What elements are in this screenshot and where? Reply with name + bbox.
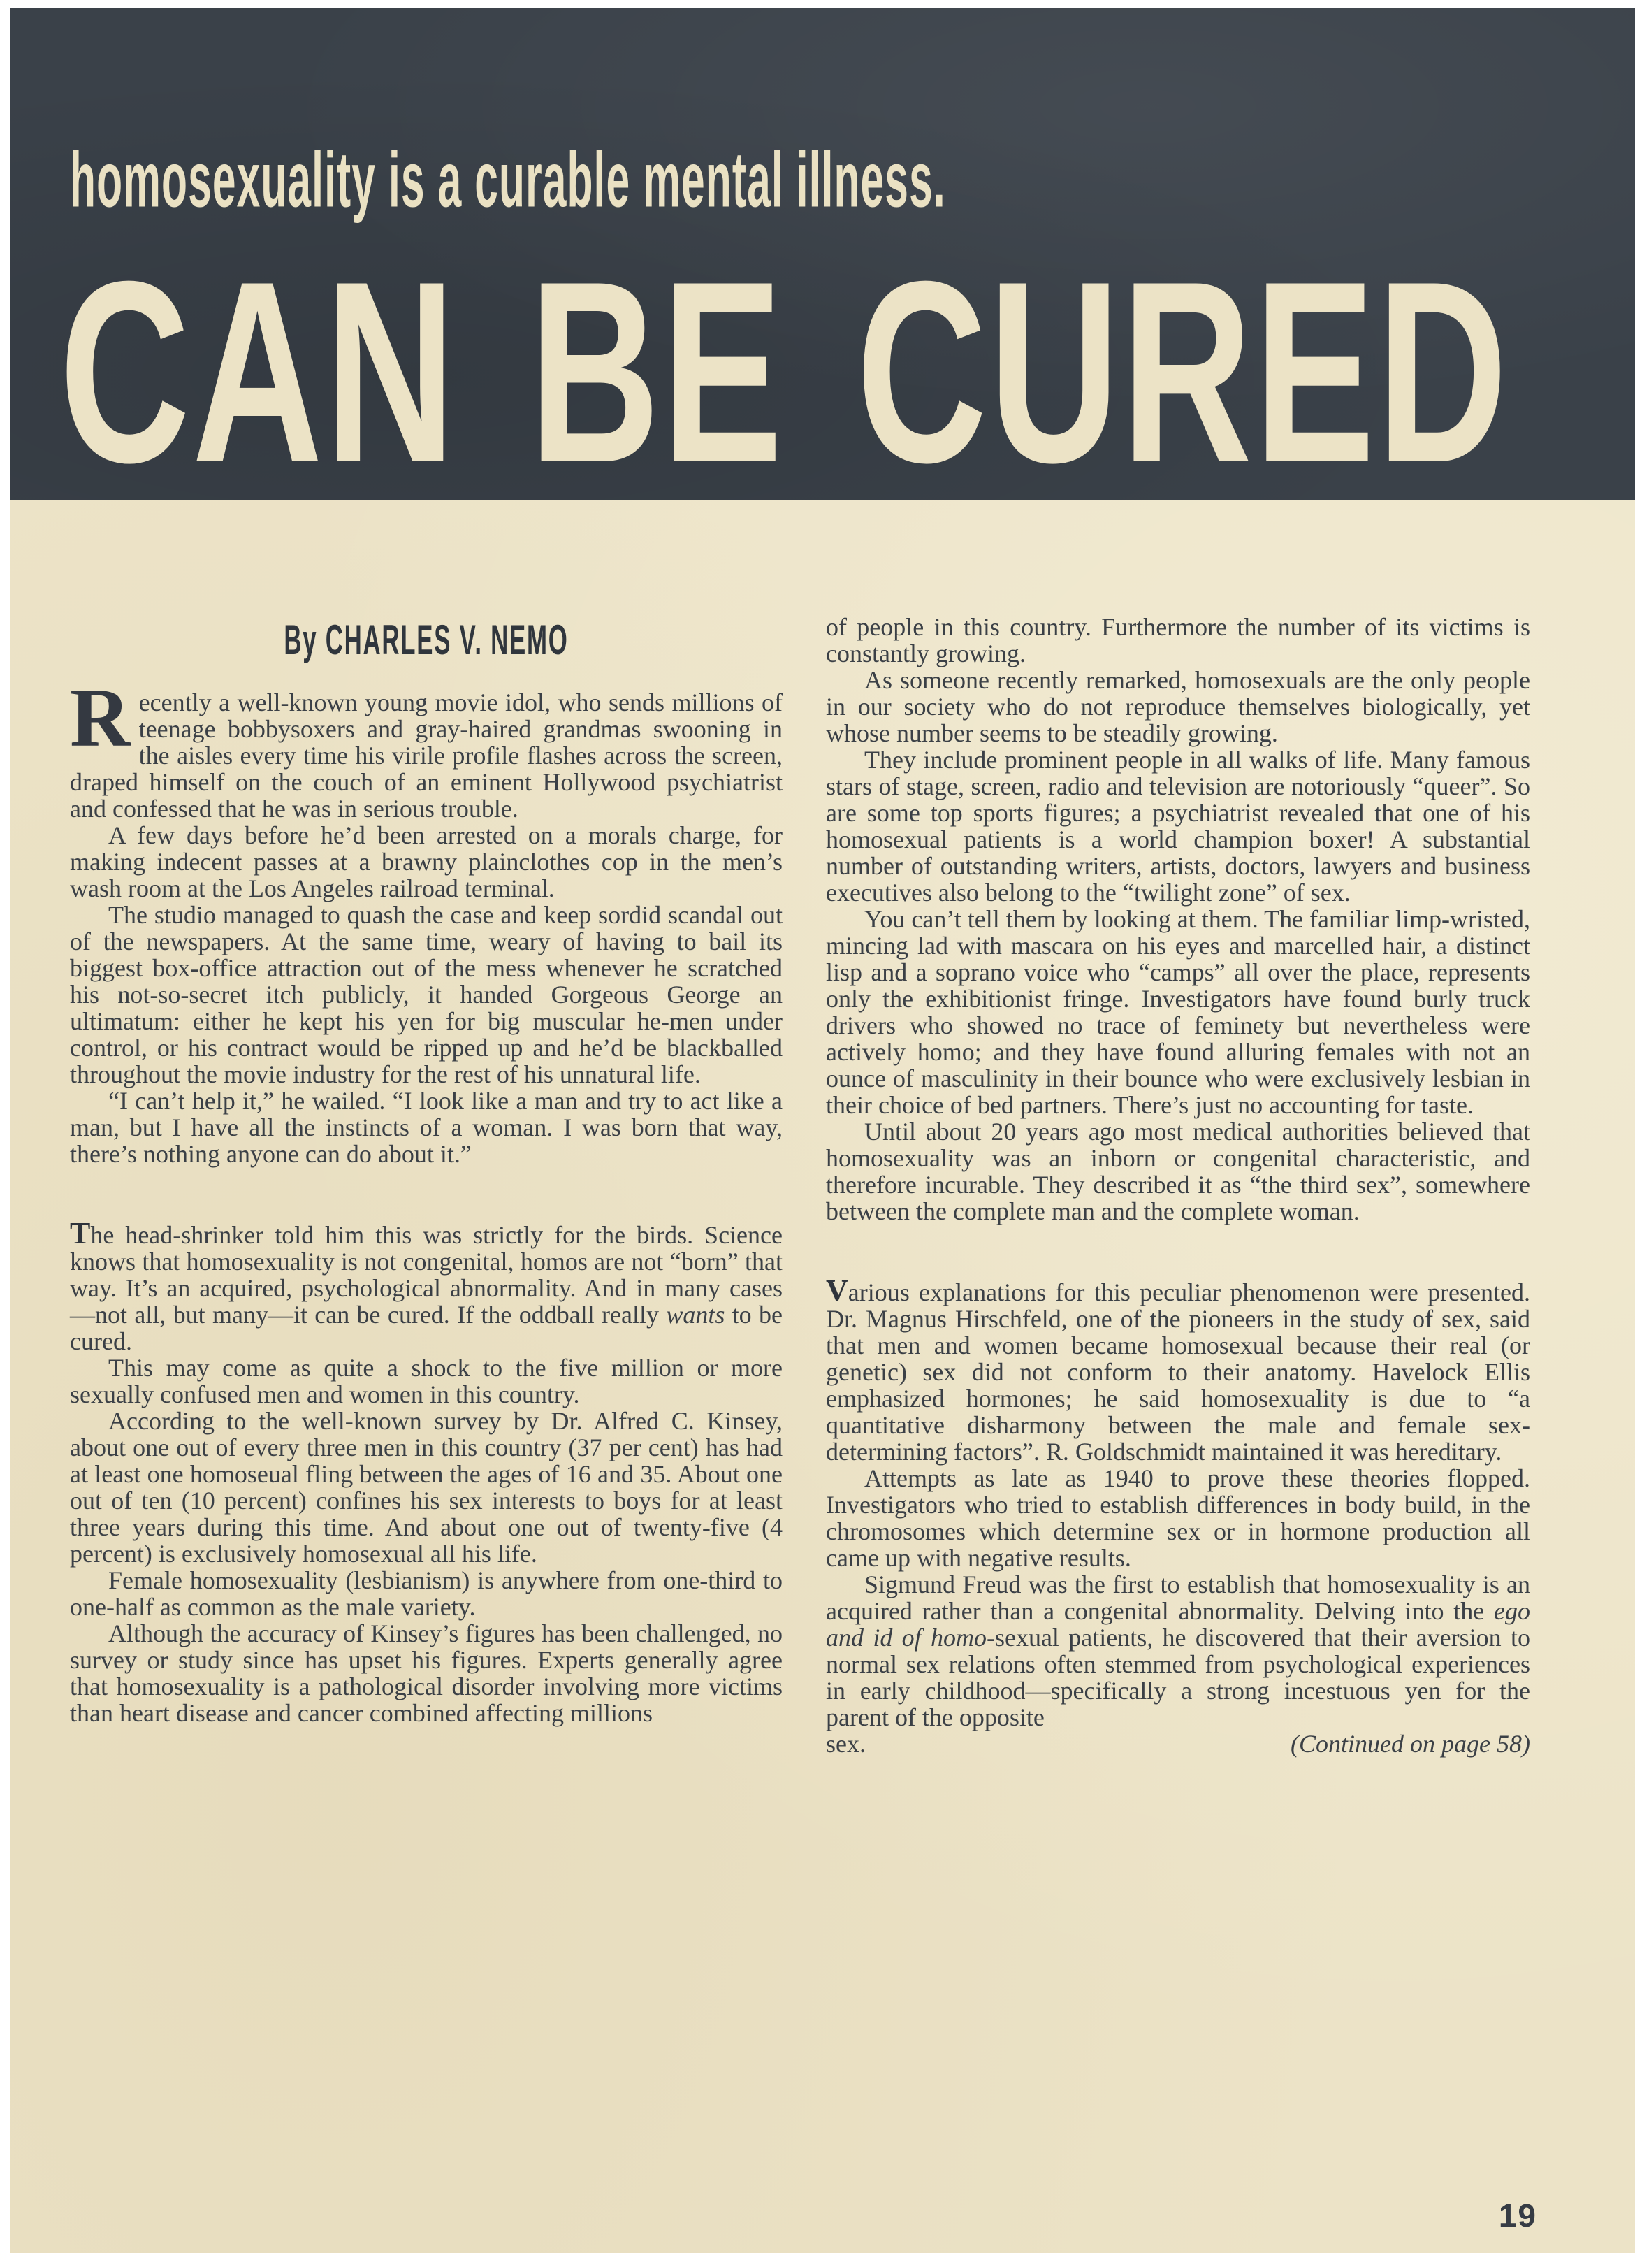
magazine-page [10, 8, 1635, 2253]
paragraph [70, 1088, 783, 1167]
paragraph [826, 1118, 1530, 1225]
paragraph [826, 614, 1530, 667]
paragraph [70, 1408, 783, 1567]
byline-text: By CHARLES V. NEMO [284, 616, 569, 663]
body-text: A few days before he’d been arrested on a morals charge, for making indecent passes at a brawny plainclothes cop in the men’s wash room at the Los Angeles railroad terminal. [70, 821, 783, 902]
page-number: 19 [1498, 2197, 1537, 2234]
body-text: he head-shrinker told him this was strictly for the birds. Science knows that homosexuality is not congenital, homos are not “born” that way. It’s an acquired, psychological abnormality. And in many cases—not all, but many—it can be cured. If the oddball really [70, 1221, 783, 1329]
column-right [826, 614, 1530, 1757]
paragraph [826, 906, 1530, 1118]
italic-text: wants [666, 1301, 725, 1329]
paragraph [826, 667, 1530, 746]
lead-letter: T [70, 1216, 91, 1250]
body-text: to be cured. [70, 1301, 783, 1355]
column-left [70, 671, 783, 1727]
paragraph [70, 1355, 783, 1408]
body-text: They include prominent people in all walks of life. Many famous stars of stage, screen, radio and television are notoriously “queer”. So are some top sports figures; a psychiatrist revealed that one of his homosexual patients is a world champion boxer! A substantial number of outstanding writers, artists, doctors, lawyers and business executives also belong to the “twilight zone” of sex. [826, 746, 1530, 907]
body-text: Although the accuracy of Kinsey’s figures has been challenged, no survey or study since has upset his figures. Experts generally agree that homosexuality is a pathological disorder involving more victims than heart disease and cancer combined affecting millions [70, 1619, 783, 1727]
paragraph [826, 746, 1530, 906]
paragraph [70, 822, 783, 902]
body-text: arious explanations for this peculiar phenomenon were presented. Dr. Magnus Hirschfeld, one of the pioneers in the study of sex, said that men and women became homosexual because their real (or genetic) sex did not conform to their anatomy. Havelock Ellis emphasized hormones; he said homosexuality is due to “a quantitative disharmony between the male and female sex-determining factors”. R. Goldschmidt maintained it was hereditary. [826, 1278, 1530, 1466]
body-text: According to the well-known survey by Dr. Alfred C. Kinsey, about one out of every three men in this country (37 per cent) has had at least one homoseual fling between the ages of 16 and 35. About one out of ten (10 percent) confines his sex interests to boys for at least three years during this time. And about one out of twenty-five (4 percent) is exclusively homosexual all his life. [70, 1407, 783, 1568]
article-title: CAN BE CURED [59, 228, 1510, 517]
body-text: As someone recently remarked, homosexuals are the only people in our society who do not reproduce themselves biologically, yet whose number seems to be steadily growing. [826, 666, 1530, 747]
paragraph [70, 1567, 783, 1620]
paragraph [70, 1620, 783, 1726]
drop-cap: R [70, 671, 131, 764]
paragraph [826, 1465, 1530, 1571]
paragraph [70, 902, 783, 1088]
body-text: This may come as quite a shock to the five million or more sexually confused men and women in this country. [70, 1354, 783, 1408]
body-text: Female homosexuality (lesbianism) is anywhere from one-third to one-half as common as the male variety. [70, 1566, 783, 1621]
body-text: Attempts as late as 1940 to prove these theories flopped. Investigators who tried to establish differences in body build, in the chromosomes which determine sex or in hormone production all came up with negative results. [826, 1464, 1530, 1572]
body-text: of people in this country. Furthermore the number of its victims is constantly growing. [826, 613, 1530, 667]
continuation-note: (Continued on page 58) [1291, 1730, 1530, 1758]
kicker-headline: homosexuality is a curable mental illness. [70, 135, 946, 224]
paragraph [70, 1216, 783, 1355]
body-text: The studio managed to quash the case and keep sordid scandal out of the newspapers. At the same time, weary of having to bail its biggest box-office attraction out of the mess whenever he scratched his not-so-secret itch publicly, it handed Gorgeous George an ultimatum: either he kept his yen for big muscular he-men under control, or his contract would be ripped up and he’d be blackballed throughout the movie industry for the rest of his unnatural life. [70, 901, 783, 1088]
paragraph [70, 671, 783, 823]
body-text: ecently a well-known young movie idol, who sends millions of teenage bobbysoxers and gray-haired grandmas swooning in the aisles every time his virile profile flashes across the screen, draped himself on the couch of an eminent Hollywood psychiatrist and confessed that he was in serious trouble. [70, 688, 783, 823]
continuation-row [826, 1731, 1530, 1757]
italic-text: ego and id of homo- [826, 1597, 1530, 1652]
lead-letter: V [826, 1273, 848, 1308]
paragraph-end: sex. [826, 1730, 866, 1758]
paragraph [826, 1571, 1530, 1731]
masthead [10, 8, 1635, 517]
body-text: You can’t tell them by looking at them. The familiar limp-wristed, mincing lad with mascara on his eyes and marcelled hair, a distinct lisp and a soprano voice who “camps” all over the place, represents only the exhibitionist fringe. Investigators have found burly truck drivers who showed no trace of feminety but nevertheless were actively homo; and they have found alluring females with not an ounce of masculinity in their bounce who were exclusively lesbian in their choice of bed partners. There’s just no accounting for taste. [826, 905, 1530, 1119]
body-text: sexual patients, he discovered that their aversion to normal sex relations often stemmed from psychological experiences in early childhood—specifically a strong incestuous yen for the parent of the opposite [826, 1624, 1530, 1731]
paragraph [826, 1273, 1530, 1466]
body-text: “I can’t help it,” he wailed. “I look like a man and try to act like a man, but I have all the instincts of a woman. I was born that way, there’s nothing anyone can do about it.” [70, 1087, 783, 1168]
body-text: Sigmund Freud was the first to establish that homosexuality is an acquired rather than a congenital abnormality. Delving into the [826, 1570, 1530, 1625]
byline [70, 617, 783, 663]
body-text: Until about 20 years ago most medical authorities believed that homosexuality was an inborn or congenital characteristic, and therefore incurable. They described it as “the third sex”, somewhere between the complete man and the complete woman. [826, 1118, 1530, 1225]
